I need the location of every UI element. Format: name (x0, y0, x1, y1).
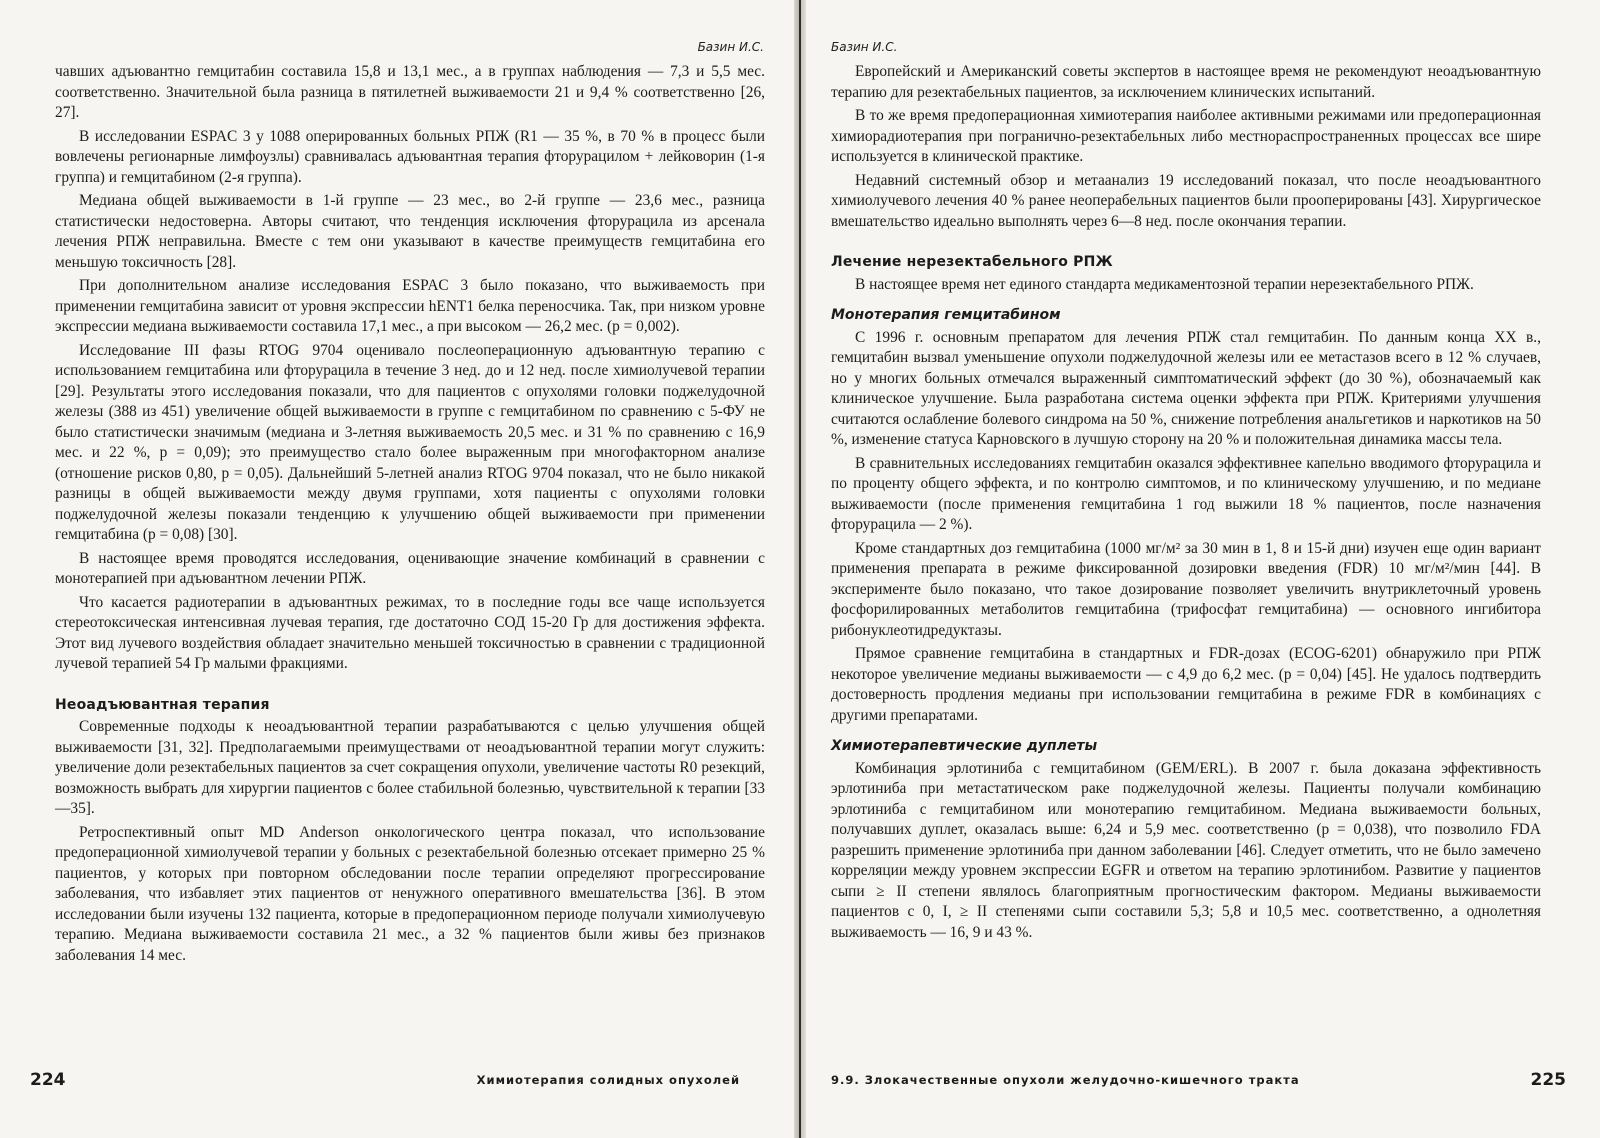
paragraph: Медиана общей выживаемости в 1-й группе — 23 мес., во 2-й группе — 23,6 мес., разница статистически недостоверна. Авторы считают, что тенденция исключения фторурацила из арсенала лечения РПЖ неправильна. Вместе с тем они указывают в качестве преимуществ гемцитабина его меньшую токсичность [28]. (55, 192, 765, 271)
paragraph: Европейский и Американский советы экспертов в настоящее время не рекомендуют неоадъювантную терапию для резектабельных пациентов, за исключением клинических испытаний. (831, 63, 1541, 101)
left-page (0, 0, 794, 1138)
paragraph: Комбинация эрлотиниба с гемцитабином (GEM/ERL). В 2007 г. была доказана эффективность эрлотиниба при метастатическом раке поджелудочной железы. Пациенты получали комбинацию эрлотиниба с гемцитабином или монотерапию гемцитабином. Медиана выживаемости больных, получавших дуплет, оказалась выше: 6,24 и 5,9 мес. соответственно (p = 0,038), что позволило FDA разрешить применение эрлотиниба при данном заболевании [46]. Следует отметить, что не было замечено корреляции между уровнем экспрессии EGFR и ответом на терапию эрлотинибом. Развитие у пациентов сыпи ≥ II степени являлось благоприятным прогностическим фактором. Медианы выживаемости пациентов с 0, I, ≥ II степенями сыпи составили 5,3; 5,8 и 10,5 мес. соответственно, а однолетняя выживаемость — 16, 9 и 43 %. (831, 759, 1541, 941)
paragraph: Недавний системный обзор и метаанализ 19 исследований показал, что после неоадъювантного химиолучевого лечения 40 % ранее неоперабельных пациентов были прооперированы [43]. Хирургическое вмешательство идеально выполнять через 6—8 нед. после окончания терапии. (831, 171, 1541, 230)
section-heading: Неоадъювантная терапия (55, 696, 270, 713)
section-heading: Лечение нерезектабельного РПЖ (831, 254, 1113, 270)
gutter-line (799, 0, 801, 1138)
paragraph: Что касается радиотерапии в адъювантных режимах, то в последние годы все чаще используется стереотоксическая интенсивная лучевая терапия, где достаточно СОД 15-20 Гр для достижения эффекта. Этот вид лучевого воздействия обладает значительно меньшей токсичностью в сравнении с традиционной лучевой терапией 54 Гр малыми фракциями. (55, 593, 765, 672)
paragraph: В сравнительных исследованиях гемцитабин оказался эффективнее капельно вводимого фторурацила и по проценту общего эффекта, и по контролю симптомов, и по клиническому улучшению, и по медиане выживаемости (после применения гемцитабина 1 год выжили 18 % пациентов, после назначения фторурацила — 2 %). (831, 454, 1541, 533)
paragraph: чавших адъювантно гемцитабин составила 15,8 и 13,1 мес., а в группах наблюдения — 7,3 и 5,5 мес. соответственно. Значительной была разница в пятилетней выживаемости 21 и 9,4 % соответственно [26, 27]. (55, 63, 765, 121)
paragraph: С 1996 г. основным препаратом для лечения РПЖ стал гемцитабин. По данным конца XX в., гемцитабин вызвал уменьшение опухоли поджелудочной железы или ее метастазов всего в 12 % случаев, но у многих больных отмечался выраженный симптоматический эффект (до 30 %), обозначаемый как клиническое улучшение. Была разработана система оценки эффекта при РПЖ. Критериями улучшения считаются ослабление болевого синдрома на 50 %, снижение потребления анальгетиков и наркотиков на 50 %, изменение статуса Карновского в лучшую сторону на 20 % и положительная динамика массы тела. (831, 328, 1541, 448)
paragraph: При дополнительном анализе исследования ESPAC 3 было показано, что выживаемость при применении гемцитабина зависит от уровня экспрессии hENT1 белка переносчика. Так, при низком уровне экспрессии медиана выживаемости составила 17,1 мес., а при высоком — 26,2 мес. (p = 0,002). (55, 277, 765, 335)
running-head: Базин И.С. (697, 40, 764, 54)
left-text-column (55, 62, 765, 969)
paragraph: Кроме стандартных доз гемцитабина (1000 мг/м² за 30 мин в 1, 8 и 15-й дни) изучен еще один вариант применения препарата в режиме фиксированной дозировки введения (FDR) 10 мг/м²/мин [44]. В эксперименте было показано, что такое дозирование позволяет увеличить внутриклеточный уровень фосфорилированных метаболитов гемцитабина (трифосфат гемцитабина) — основного ингибитора рибонуклеотидредуктазы. (831, 539, 1541, 639)
page-number: 224 (30, 1070, 66, 1090)
footer-title: 9.9. Злокачественные опухоли желудочно-кишечного тракта (831, 1073, 1300, 1087)
paragraph: Современные подходы к неоадъювантной терапии разрабатываются с целью улучшения общей выживаемости [31, 32]. Предполагаемыми преимуществами от неоадъювантной терапии могут служить: увеличение доли резектабельных пациентов за счет сокращения опухоли, увеличение частоты R0 резекций, возможность выбрать для хирургии пациентов с более стабильной болезнью, чувствительной к терапии [33—35]. (55, 718, 765, 817)
paragraph: Прямое сравнение гемцитабина в стандартных и FDR-дозах (ECOG-6201) обнаружило при РПЖ некоторое увеличение медианы выживаемости — с 4,9 до 6,2 мес. (p = 0,04) [45]. Не удалось подтвердить достоверность продления медианы при использовании гемцитабина в режиме FDR в комбинациях с другими препаратами. (831, 645, 1541, 724)
paragraph: В то же время предоперационная химиотерапия наиболее активными режимами или предоперационная химиорадиотерапия при погранично-резектабельных либо местнораспространенных процессах все шире используется в клинической практике. (831, 107, 1541, 165)
paragraph: В настоящее время нет единого стандарта медикаментозной терапии нерезектабельного РПЖ. (855, 275, 1474, 293)
right-text-column (831, 62, 1541, 946)
paragraph: Ретроспективный опыт MD Anderson онкологического центра показал, что использование предоперационной химиолучевой терапии у больных с резектабельной болезнью отсекает примерно 25 % пациентов, у которых при повторном обследовании после терапии определяют прогрессирование заболевания, что избавляет этих пациентов от ненужного оперативного вмешательства [36]. В этом исследовании были изучены 132 пациента, которые в предоперационном периоде получали химиолучевую терапию. Медиана выживаемости составила 21 мес., а 32 % пациентов были живы без признаков заболевания 14 мес. (55, 823, 765, 964)
footer-title: Химиотерапия солидных опухолей (476, 1073, 740, 1087)
running-head: Базин И.С. (831, 40, 898, 54)
paragraph: Исследование III фазы RTOG 9704 оценивало послеоперационную адъювантную терапию с использованием гемцитабина или фторурацила в течение 3 нед. до и 12 нед. после химиолучевой терапии [29]. Результаты этого исследования показали, что для пациентов с опухолями головки поджелудочной железы (388 из 451) увеличение общей выживаемости в группе с гемцитабином по сравнению с 5-ФУ не было статистически значимым (медиана и 3-летняя выживаемость 20,5 мес. и 31 % по сравнению с 16,9 мес. и 22 %, p = 0,09); это преимущество стало более выраженным при многофакторном анализе (отношение рисков 0,80, p = 0,05). Дальнейший 5-летней анализ RTOG 9704 показал, что не было никакой разницы в общей выживаемости между двумя группами, хотя пациенты с опухолями головки поджелудочной железы показали тенденцию к улучшению общей выживаемости при применении гемцитабина (p = 0,08) [30]. (55, 341, 765, 543)
page-footer (831, 1070, 1566, 1092)
page-number: 225 (1530, 1070, 1566, 1090)
paragraph: В настоящее время проводятся исследования, оценивающие значение комбинаций в сравнении с монотерапией при адъювантном лечении РПЖ. (55, 549, 765, 587)
subsection-heading: Монотерапия гемцитабином (831, 307, 1061, 323)
paragraph: В исследовании ESPAC 3 у 1088 оперированных больных РПЖ (R1 — 35 %, в 70 % в процесс были вовлечены регионарные лимфоузлы) сравнивалась адъювантная терапия фторурацилом + лейковорин (1-я группа) и гемцитабином (2-я группа). (55, 127, 765, 186)
page-footer (30, 1070, 740, 1092)
right-page (806, 0, 1600, 1138)
subsection-heading: Химиотерапевтические дуплеты (831, 738, 1098, 754)
